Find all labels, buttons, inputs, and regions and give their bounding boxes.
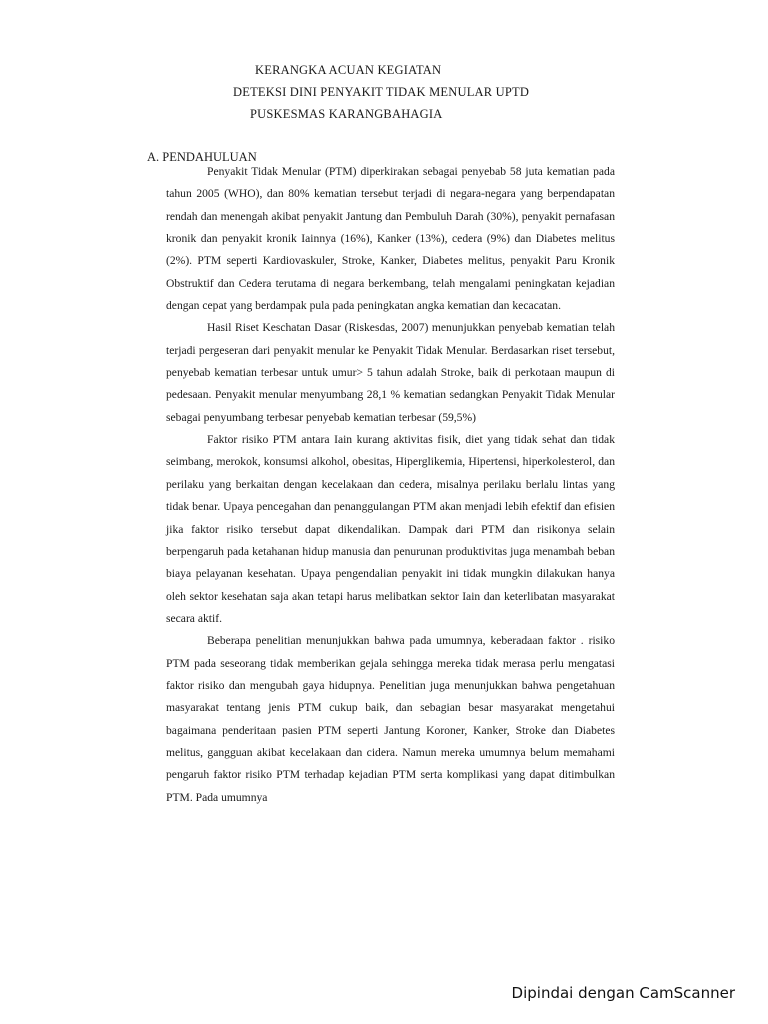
paragraph-2: Hasil Riset Keschatan Dasar (Riskesdas, 2007) menunjukkan penyebab kematian telah terjadi pergeseran dari penyakit menular ke Penyakit Tidak Menular. Berdasarkan riset tersebut, penyebab kematian terbesar untuk umur> 5 tahun adalah Stroke, baik di perkotaan maupun di pedesaan. Penyakit menular menyumbang 28,1 % kematian sedangkan Penyakit Tidak Menular sebagai penyumbang terbesar penyebab kematian terbesar (59,5%) bbox=[166, 321, 615, 424]
paragraph-4: Beberapa penelitian menunjukkan bahwa pada umumnya, keberadaan faktor . risiko PTM pada seseorang tidak memberikan gejala sehingga mereka tidak merasa perlu mengatasi faktor risiko dan mengubah gaya hidupnya. Penelitian juga menunjukkan bahwa pengetahuan masyarakat tentang jenis PTM cukup baik, dan sebagian besar masyarakat mengetahui bagaimana penderitaan pasien PTM seperti Jantung Koroner, Kanker, Stroke dan Diabetes melitus, gangguan akibat kecelakaan dan cidera. Namun mereka umumnya belum memahami pengaruh faktor risiko PTM terhadap kejadian PTM serta komplikasi yang dapat ditimbulkan PTM. Pada umumnya bbox=[166, 634, 615, 804]
title-line-3: PUSKESMAS KARANGBAHAGIA bbox=[250, 107, 443, 121]
paragraph-1: Penyakit Tidak Menular (PTM) diperkirakan sebagai penyebab 58 juta kematian pada tahun 2005 (WHO), dan 80% kematian tersebut terjadi di negara-negara yang berpendapatan rendah dan menengah akibat penyakit Jantung dan Pembuluh Darah (30%), penyakit pernafasan kronik dan penyakit kronik Iainnya (16%), Kanker (13%), cedera (9%) dan Diabetes melitus (2%). PTM seperti Kardiovaskuler, Stroke, Kanker, Diabetes melitus, penyakit Paru Kronik Obstruktif dan Cedera terutama di negara berkembang, telah mengalami peningkatan kejadian dengan cepat yang berdampak pula pada peningkatan angka kematian dan kecacatan. bbox=[166, 165, 615, 313]
body-text bbox=[166, 161, 615, 809]
camscanner-watermark: Dipindai dengan CamScanner bbox=[511, 984, 735, 1002]
title-line-2: DETEKSI DINI PENYAKIT TIDAK MENULAR UPTD bbox=[233, 85, 530, 99]
section-heading: A. PENDAHULUAN bbox=[147, 150, 257, 164]
paragraph-3: Faktor risiko PTM antara Iain kurang aktivitas fisik, diet yang tidak sehat dan tidak seimbang, merokok, konsumsi alkohol, obesitas, Hiperglikemia, Hipertensi, hiperkolesterol, dan perilaku yang berkaitan dengan kecelakaan dan cedera, misalnya perilaku berlalu lintas yang tidak benar. Upaya pencegahan dan penanggulangan PTM akan menjadi lebih efektif dan efisien jika faktor risiko tersebut dapat dikendalikan. Dampak dari PTM dan risikonya selain berpengaruh pada ketahanan hidup manusia dan penurunan produktivitas juga menambah beban biaya pelayanan kesehatan. Upaya pengendalian penyakit ini tidak mungkin dilakukan hanya oleh sektor kesehatan saja akan tetapi harus melibatkan sektor Iain dan keterlibatan masyarakat secara aktif. bbox=[166, 433, 615, 625]
title-line-1: KERANGKA ACUAN KEGIATAN bbox=[255, 63, 442, 77]
